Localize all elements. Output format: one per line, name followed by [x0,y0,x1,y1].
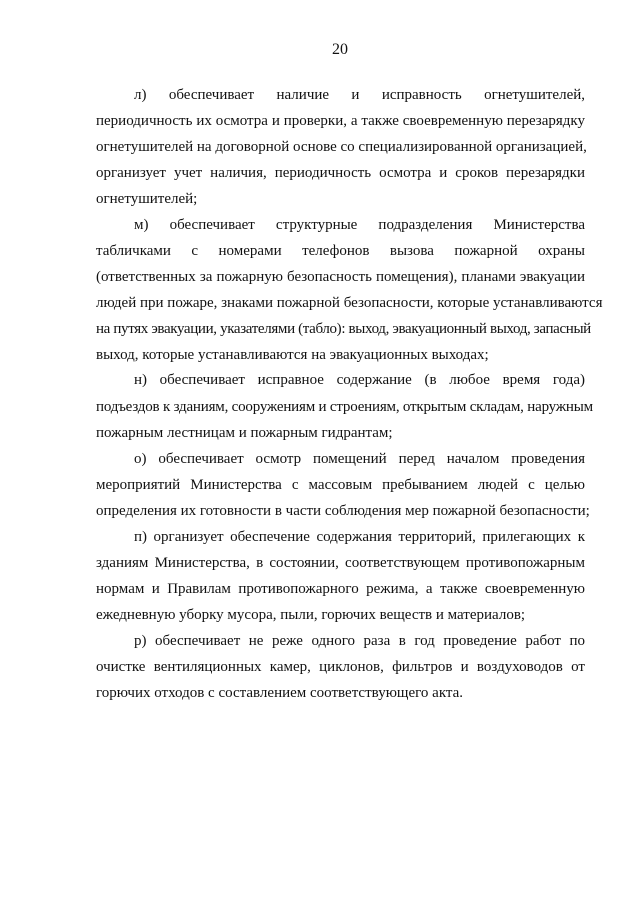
paragraph-l-line-2: периодичность их осмотра и проверки, а также своевременную перезарядку [96,113,585,129]
page-number: 20 [332,41,348,58]
paragraph-n-line-3: пожарным лестницам и пожарным гидрантам; [96,425,393,441]
paragraph-o-line-2: мероприятий Министерства с массовым пребыванием людей с целью [96,477,585,493]
paragraph-n-line-2: подъездов к зданиям, сооружениям и строениям, открытым складам, наружным [96,399,593,415]
paragraph-p-line-3: нормам и Правилам противопожарного режима, а также своевременную [96,581,585,597]
paragraph-m-line-4: людей при пожаре, знаками пожарной безопасности, которые устанавливаются [96,295,603,311]
paragraph-m-line-3: (ответственных за пожарную безопасность помещения), планами эвакуации [96,269,585,285]
paragraph-o-line-1: о) обеспечивает осмотр помещений перед началом проведения [134,451,585,467]
paragraph-r-line-1: р) обеспечивает не реже одного раза в год проведение работ по [134,633,585,649]
paragraph-m-line-5: на путях эвакуации, указателями (табло): выход, эвакуационный выход, запасный [96,321,591,337]
paragraph-p-line-2: зданиям Министерства, в состоянии, соответствующем противопожарным [96,555,585,571]
paragraph-p-line-1: п) организует обеспечение содержания территорий, прилегающих к [134,529,585,545]
paragraph-o-line-3: определения их готовности в части соблюдения мер пожарной безопасности; [96,503,590,519]
paragraph-p-line-4: ежедневную уборку мусора, пыли, горючих веществ и материалов; [96,607,526,623]
paragraph-l-line-3: огнетушителей на договорной основе со специализированной организацией, [96,139,587,155]
paragraph-m-line-2: табличками с номерами телефонов вызова пожарной охраны [96,243,585,259]
paragraph-m-line-1: м) обеспечивает структурные подразделения Министерства [134,217,585,233]
paragraph-m-line-6: выход, которые устанавливаются на эвакуационных выходах; [96,347,489,363]
paragraph-l-line-4: организует учет наличия, периодичность осмотра и сроков перезарядки [96,165,585,181]
paragraph-n-line-1: н) обеспечивает исправное содержание (в любое время года) [134,372,585,388]
paragraph-l-line-5: огнетушителей; [96,191,198,207]
paragraph-r-line-2: очистке вентиляционных камер, циклонов, фильтров и воздуховодов от [96,659,585,675]
paragraph-l-line-1: л) обеспечивает наличие и исправность огнетушителей, [134,87,585,103]
paragraph-r-line-3: горючих отходов с составлением соответствующего акта. [96,685,464,701]
